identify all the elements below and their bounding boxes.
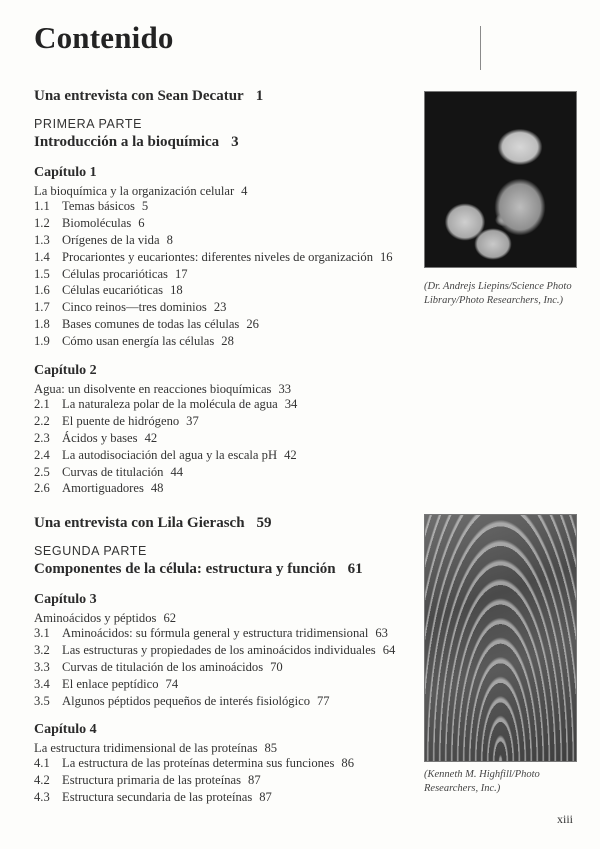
section-number: 1.2 bbox=[34, 215, 50, 230]
section-number: 1.4 bbox=[34, 249, 50, 264]
toc-section[interactable] bbox=[34, 660, 414, 677]
page-ref: 3 bbox=[231, 134, 239, 150]
cell-micrograph-image bbox=[424, 91, 577, 268]
section-label: Temas básicos bbox=[62, 199, 135, 213]
caption-line: Library/Photo Researchers, Inc.) bbox=[424, 295, 564, 306]
part-label: SEGUNDA PARTE bbox=[34, 544, 147, 558]
section-label: Bases comunes de todas las células bbox=[62, 317, 240, 332]
section-label: Aminoácidos: su fórmula general y estructura tridimensional bbox=[62, 626, 369, 640]
page-ref: 77 bbox=[317, 693, 330, 708]
figure-caption bbox=[424, 768, 594, 796]
divider-line bbox=[480, 26, 481, 70]
page-ref: 23 bbox=[213, 300, 227, 315]
page-ref: 1 bbox=[255, 88, 264, 104]
part-title-entry[interactable] bbox=[34, 134, 414, 151]
section-number: 3.1 bbox=[34, 626, 50, 640]
page-ref: 70 bbox=[270, 659, 283, 674]
toc-section[interactable] bbox=[34, 465, 414, 482]
page-ref: 59 bbox=[256, 515, 272, 531]
page-ref: 48 bbox=[150, 481, 164, 496]
toc-section[interactable] bbox=[34, 694, 414, 711]
section-number: 1.5 bbox=[34, 266, 50, 281]
section-label: Orígenes de la vida bbox=[62, 232, 160, 247]
toc-section[interactable] bbox=[34, 397, 414, 414]
page-ref: 34 bbox=[284, 397, 298, 412]
page-ref: 6 bbox=[138, 215, 145, 230]
section-label: Estructura secundaria de las proteínas bbox=[62, 790, 253, 805]
section-number: 4.2 bbox=[34, 773, 50, 788]
page-ref: 42 bbox=[284, 447, 297, 462]
chapter-title-entry[interactable] bbox=[34, 741, 414, 756]
interview-entry[interactable] bbox=[34, 515, 414, 532]
page-ref: 18 bbox=[170, 283, 183, 298]
toc-section[interactable] bbox=[34, 300, 414, 317]
section-label: Curvas de titulación bbox=[62, 464, 164, 479]
toc-section[interactable] bbox=[34, 773, 414, 790]
section-number: 2.6 bbox=[34, 481, 50, 496]
caption-line: Researchers, Inc.) bbox=[424, 783, 501, 794]
page-ref: 64 bbox=[382, 642, 396, 657]
chapter-title-entry[interactable] bbox=[34, 611, 414, 626]
section-number: 3.3 bbox=[34, 659, 50, 674]
toc-section[interactable] bbox=[34, 481, 414, 498]
section-label: Amortiguadores bbox=[62, 481, 144, 496]
page-ref: 33 bbox=[278, 382, 292, 397]
section-number: 1.9 bbox=[34, 334, 50, 349]
caption-line: (Kenneth M. Highfill/Photo bbox=[424, 769, 540, 780]
chapter-title-entry[interactable] bbox=[34, 184, 414, 199]
part1-block bbox=[34, 88, 414, 498]
section-number: 3.4 bbox=[34, 676, 50, 691]
page-ref: 42 bbox=[144, 430, 158, 445]
section-number: 2.3 bbox=[34, 430, 50, 445]
section-label: Biomoléculas bbox=[62, 215, 132, 230]
part2-block bbox=[34, 515, 414, 807]
page-ref: 62 bbox=[163, 611, 177, 625]
toc-section[interactable] bbox=[34, 431, 414, 448]
page-ref: 28 bbox=[221, 334, 234, 349]
interview-label: Una entrevista con Lila Gierasch bbox=[34, 515, 245, 531]
section-number: 1.3 bbox=[34, 232, 50, 247]
chapter-title-entry[interactable] bbox=[34, 382, 414, 397]
section-number: 1.1 bbox=[34, 199, 50, 213]
section-label: Cómo usan energía las células bbox=[62, 334, 215, 349]
page-ref: 16 bbox=[380, 249, 393, 264]
toc-section[interactable] bbox=[34, 756, 414, 773]
section-number: 1.8 bbox=[34, 317, 50, 332]
section-number: 2.2 bbox=[34, 413, 50, 428]
toc-section[interactable] bbox=[34, 267, 414, 284]
section-number: 4.3 bbox=[34, 790, 50, 805]
page-ref: 74 bbox=[165, 676, 179, 691]
chapter-heading: Capítulo 2 bbox=[34, 363, 97, 379]
section-label: La estructura de las proteínas determina sus funciones bbox=[62, 756, 335, 771]
page-ref: 86 bbox=[341, 756, 355, 771]
interview-entry[interactable] bbox=[34, 88, 414, 105]
chapter-title-label: La bioquímica y la organización celular bbox=[34, 184, 235, 198]
section-number: 1.6 bbox=[34, 283, 50, 298]
section-label: Las estructuras y propiedades de los aminoácidos individuales bbox=[62, 642, 376, 657]
toc-section[interactable] bbox=[34, 283, 414, 300]
section-label: El puente de hidrógeno bbox=[62, 413, 180, 428]
interview-label: Una entrevista con Sean Decatur bbox=[34, 88, 244, 104]
page-ref: 44 bbox=[170, 464, 184, 479]
page-ref: 37 bbox=[186, 413, 199, 428]
chapter-heading: Capítulo 3 bbox=[34, 592, 97, 607]
toc-section[interactable] bbox=[34, 233, 414, 250]
section-number: 4.1 bbox=[34, 756, 50, 771]
section-label: Estructura primaria de las proteínas bbox=[62, 773, 242, 788]
page-ref: 87 bbox=[248, 773, 261, 788]
page-ref: 61 bbox=[347, 561, 363, 577]
chapter-title-label: Agua: un disolvente en reacciones bioquímicas bbox=[34, 382, 272, 397]
section-label: Células procarióticas bbox=[62, 266, 168, 281]
toc-section[interactable] bbox=[34, 414, 414, 431]
section-label: Algunos péptidos pequeños de interés fisiológico bbox=[62, 693, 310, 708]
part-title-label: Componentes de la célula: estructura y función bbox=[34, 561, 336, 577]
page-ref: 26 bbox=[246, 317, 259, 332]
toc-section[interactable] bbox=[34, 643, 414, 660]
section-number: 1.7 bbox=[34, 300, 50, 315]
chapter-title-label: Aminoácidos y péptidos bbox=[34, 611, 157, 625]
page-ref: 4 bbox=[241, 184, 248, 198]
section-number: 2.5 bbox=[34, 464, 50, 479]
section-number: 3.5 bbox=[34, 693, 50, 708]
figure-caption bbox=[424, 280, 594, 308]
section-number: 3.2 bbox=[34, 642, 50, 657]
toc-section[interactable] bbox=[34, 250, 414, 267]
page-ref: 8 bbox=[166, 232, 173, 247]
toc-section[interactable] bbox=[34, 448, 414, 465]
section-label: Curvas de titulación de los aminoácidos bbox=[62, 659, 264, 674]
page-title: Contenido bbox=[34, 20, 174, 55]
spider-web-image bbox=[424, 514, 577, 762]
page-ref: 63 bbox=[375, 626, 388, 640]
toc-section[interactable] bbox=[34, 677, 414, 694]
toc-section[interactable] bbox=[34, 199, 414, 216]
part-title-label: Introducción a la bioquímica bbox=[34, 134, 220, 150]
section-label: La autodisociación del agua y la escala pH bbox=[62, 447, 278, 462]
chapter-title-label: La estructura tridimensional de las proteínas bbox=[34, 741, 258, 756]
section-number: 2.4 bbox=[34, 447, 50, 462]
caption-line: (Dr. Andrejs Liepins/Science Photo bbox=[424, 281, 572, 292]
toc-section[interactable] bbox=[34, 626, 414, 643]
toc-section[interactable] bbox=[34, 790, 414, 807]
toc-section[interactable] bbox=[34, 334, 414, 351]
chapter-heading: Capítulo 4 bbox=[34, 722, 97, 738]
page-ref: 85 bbox=[264, 741, 278, 756]
page-ref: 5 bbox=[141, 199, 149, 213]
chapter-heading: Capítulo 1 bbox=[34, 165, 97, 180]
toc-section[interactable] bbox=[34, 317, 414, 334]
page-number: xiii bbox=[557, 812, 574, 826]
part-label: PRIMERA PARTE bbox=[34, 117, 143, 131]
section-number: 2.1 bbox=[34, 397, 50, 412]
toc-section[interactable] bbox=[34, 216, 414, 233]
section-label: Cinco reinos—tres dominios bbox=[62, 300, 207, 315]
part-title-entry[interactable] bbox=[34, 561, 414, 578]
section-label: Ácidos y bases bbox=[62, 430, 138, 445]
page-ref: 17 bbox=[174, 266, 188, 281]
section-label: La naturaleza polar de la molécula de agua bbox=[62, 397, 278, 412]
section-label: Células eucarióticas bbox=[62, 283, 164, 298]
section-label: El enlace peptídico bbox=[62, 676, 159, 691]
page-ref: 87 bbox=[259, 790, 272, 805]
section-label: Procariontes y eucariontes: diferentes niveles de organización bbox=[62, 249, 373, 264]
